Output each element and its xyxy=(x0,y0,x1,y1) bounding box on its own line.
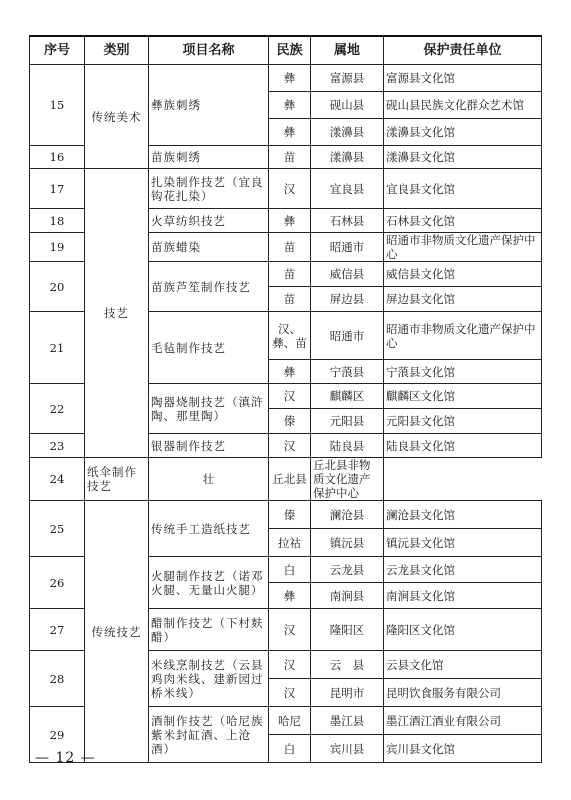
region-cell: 元阳县 xyxy=(311,409,384,434)
ethnic-cell: 彝 xyxy=(269,92,311,119)
page-number: — 12 — xyxy=(35,750,96,766)
ethnic-cell: 白 xyxy=(269,735,311,763)
ethnic-cell: 傣 xyxy=(269,409,311,434)
region-cell: 南涧县 xyxy=(311,583,384,609)
ethnic-cell: 彝 xyxy=(269,583,311,609)
project-name-cell: 火草纺织技艺 xyxy=(149,209,269,233)
seq-cell: 16 xyxy=(30,146,85,169)
unit-cell: 澜沧县文化馆 xyxy=(384,501,542,529)
seq-cell: 25 xyxy=(30,501,85,557)
ethnic-cell: 彝 xyxy=(269,360,311,384)
unit-cell: 宾川县文化馆 xyxy=(384,735,542,763)
ethnic-cell: 彝 xyxy=(269,65,311,92)
region-cell: 昆明市 xyxy=(311,679,384,707)
unit-cell: 漾濞县文化馆 xyxy=(384,146,542,169)
project-name-cell: 苗族蜡染 xyxy=(149,233,269,262)
unit-cell: 麒麟区文化馆 xyxy=(384,384,542,409)
region-cell: 屏边县 xyxy=(311,287,384,312)
unit-cell: 宁蒗县文化馆 xyxy=(384,360,542,384)
ethnic-cell: 苗 xyxy=(269,233,311,262)
unit-cell: 昆明饮食服务有限公司 xyxy=(384,679,542,707)
region-cell: 陆良县 xyxy=(311,434,384,458)
ethnic-cell: 彝 xyxy=(269,119,311,146)
ethnic-cell: 苗 xyxy=(269,146,311,169)
unit-cell: 威信县文化馆 xyxy=(384,262,542,287)
header-category: 类别 xyxy=(85,36,149,65)
ethnic-cell: 苗 xyxy=(269,287,311,312)
seq-cell: 24 xyxy=(30,458,85,501)
unit-cell: 墨江酒江酒业有限公司 xyxy=(384,707,542,735)
ethnic-cell: 拉祜 xyxy=(269,529,311,557)
project-name-cell: 米线烹制技艺（云县鸡肉米线、建新园过桥米线） xyxy=(149,651,269,707)
ethnic-cell: 壮 xyxy=(149,458,269,501)
category-cell: 传统美术 xyxy=(85,65,149,169)
region-cell: 昭通市 xyxy=(311,233,384,262)
unit-cell: 丘北县非物质文化遗产保护中心 xyxy=(311,458,384,501)
ethnic-cell: 哈尼 xyxy=(269,707,311,735)
region-cell: 宾川县 xyxy=(311,735,384,763)
table-row xyxy=(30,501,542,529)
seq-cell: 23 xyxy=(30,434,85,458)
ethnic-cell: 汉 xyxy=(269,434,311,458)
seq-cell: 19 xyxy=(30,233,85,262)
unit-cell: 富源县文化馆 xyxy=(384,65,542,92)
seq-cell: 15 xyxy=(30,65,85,146)
header-seq: 序号 xyxy=(30,36,85,65)
project-name-cell: 银器制作技艺 xyxy=(149,434,269,458)
project-name-cell: 毛毡制作技艺 xyxy=(149,312,269,384)
category-cell: 技艺 xyxy=(85,169,149,458)
header-project-name: 项目名称 xyxy=(149,36,269,65)
region-cell: 漾濞县 xyxy=(311,146,384,169)
region-cell: 云 县 xyxy=(311,651,384,679)
region-cell: 砚山县 xyxy=(311,92,384,119)
region-cell: 云龙县 xyxy=(311,557,384,583)
unit-cell: 砚山县民族文化群众艺术馆 xyxy=(384,92,542,119)
ethnic-cell: 汉 xyxy=(269,651,311,679)
region-cell: 澜沧县 xyxy=(311,501,384,529)
ethnic-cell: 苗 xyxy=(269,262,311,287)
ethnic-cell: 汉 xyxy=(269,609,311,651)
table-row xyxy=(30,65,542,92)
table-row xyxy=(30,458,542,501)
header-region: 属地 xyxy=(311,36,384,65)
region-cell: 宜良县 xyxy=(311,169,384,209)
region-cell: 宁蒗县 xyxy=(311,360,384,384)
unit-cell: 元阳县文化馆 xyxy=(384,409,542,434)
heritage-table xyxy=(29,35,542,763)
ethnic-cell: 彝 xyxy=(269,209,311,233)
region-cell: 威信县 xyxy=(311,262,384,287)
project-name-cell: 苗族刺绣 xyxy=(149,146,269,169)
ethnic-cell: 傣 xyxy=(269,501,311,529)
unit-cell: 昭通市非物质文化遗产保护中心 xyxy=(384,312,542,360)
project-name-cell: 酒制作技艺（哈尼族紫米封缸酒、上沧酒） xyxy=(149,707,269,763)
ethnic-cell: 汉 xyxy=(269,679,311,707)
region-cell: 丘北县 xyxy=(269,458,311,501)
project-name-cell: 纸伞制作技艺 xyxy=(85,458,149,501)
region-cell: 昭通市 xyxy=(311,312,384,360)
unit-cell: 昭通市非物质文化遗产保护中心 xyxy=(384,233,542,262)
seq-cell: 29 xyxy=(30,707,85,763)
seq-cell: 18 xyxy=(30,209,85,233)
seq-cell: 21 xyxy=(30,312,85,384)
region-cell: 石林县 xyxy=(311,209,384,233)
project-name-cell: 传统手工造纸技艺 xyxy=(149,501,269,557)
header-unit: 保护责任单位 xyxy=(384,36,542,65)
table-row xyxy=(30,169,542,209)
ethnic-cell: 汉 xyxy=(269,384,311,409)
ethnic-cell: 白 xyxy=(269,557,311,583)
seq-cell: 22 xyxy=(30,384,85,434)
seq-cell: 20 xyxy=(30,262,85,312)
region-cell: 镇沅县 xyxy=(311,529,384,557)
unit-cell: 宜良县文化馆 xyxy=(384,169,542,209)
region-cell: 麒麟区 xyxy=(311,384,384,409)
project-name-cell: 彝族刺绣 xyxy=(149,65,269,146)
unit-cell: 南涧县文化馆 xyxy=(384,583,542,609)
unit-cell: 陆良县文化馆 xyxy=(384,434,542,458)
project-name-cell: 火腿制作技艺（诺邓火腿、无量山火腿） xyxy=(149,557,269,609)
table-header-row xyxy=(30,36,542,65)
ethnic-cell: 汉、彝、苗 xyxy=(269,312,311,360)
category-cell: 传统技艺 xyxy=(85,501,149,763)
unit-cell: 云龙县文化馆 xyxy=(384,557,542,583)
seq-cell: 17 xyxy=(30,169,85,209)
unit-cell: 隆阳区文化馆 xyxy=(384,609,542,651)
ethnic-cell: 汉 xyxy=(269,169,311,209)
region-cell: 墨江县 xyxy=(311,707,384,735)
header-ethnic: 民族 xyxy=(269,36,311,65)
unit-cell: 石林县文化馆 xyxy=(384,209,542,233)
region-cell: 富源县 xyxy=(311,65,384,92)
unit-cell: 镇沅县文化馆 xyxy=(384,529,542,557)
region-cell: 隆阳区 xyxy=(311,609,384,651)
seq-cell: 27 xyxy=(30,609,85,651)
unit-cell: 云县文化馆 xyxy=(384,651,542,679)
seq-cell: 26 xyxy=(30,557,85,609)
unit-cell: 漾濞县文化馆 xyxy=(384,119,542,146)
unit-cell: 屏边县文化馆 xyxy=(384,287,542,312)
region-cell: 漾濞县 xyxy=(311,119,384,146)
project-name-cell: 醋制作技艺（下村麸醋） xyxy=(149,609,269,651)
project-name-cell: 扎染制作技艺（宜良钩花扎染） xyxy=(149,169,269,209)
seq-cell: 28 xyxy=(30,651,85,707)
project-name-cell: 苗族芦笙制作技艺 xyxy=(149,262,269,312)
project-name-cell: 陶器烧制技艺（滇浒陶、那里陶） xyxy=(149,384,269,434)
